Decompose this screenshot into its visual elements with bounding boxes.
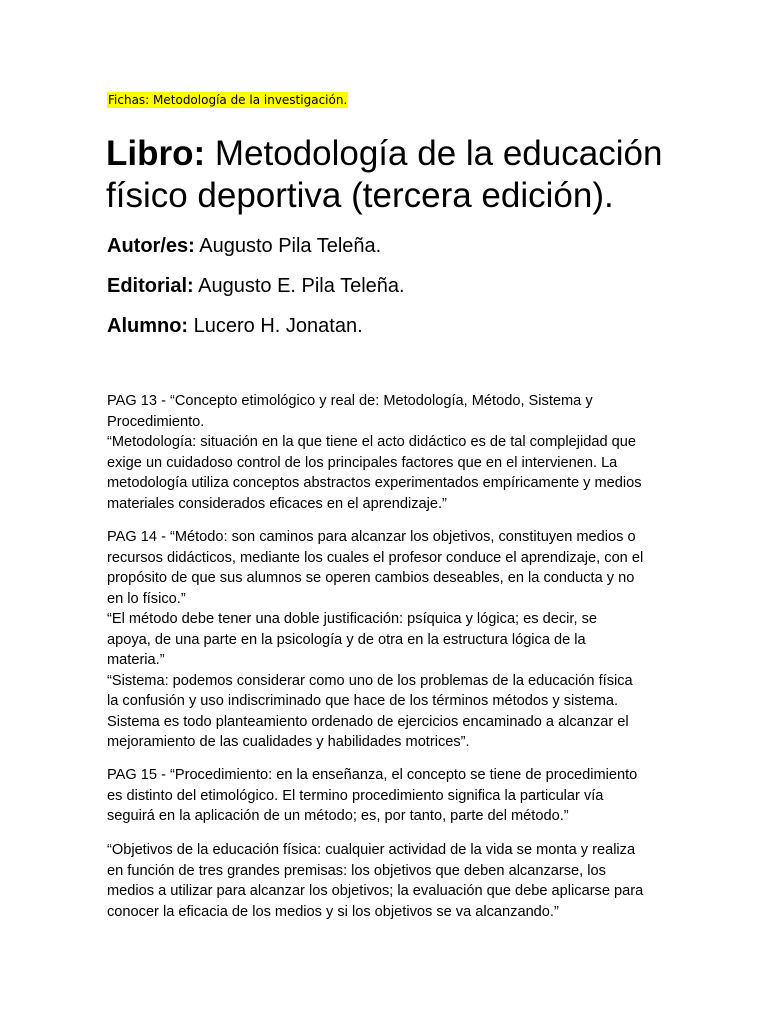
title-label: Libro: (106, 134, 206, 173)
paragraph-pag-15 (107, 765, 667, 827)
student-line (107, 314, 363, 338)
paragraph-line: conocer la eficacia de los medios y si los objetivos se va alcanzando.” (107, 903, 559, 920)
student-value: Lucero H. Jonatan. (188, 315, 363, 337)
paragraph-line: materiales considerados eficaces en el aprendizaje.” (107, 495, 447, 512)
title-text: Metodología de la educación físico deportiva (tercera edición). (106, 134, 663, 215)
paragraph-line: “El método debe tener una doble justificación: psíquica y lógica; es decir, se (107, 611, 597, 627)
paragraph-line: propósito de que sus alumnos se operen cambios deseables, en la conducta y no (107, 570, 635, 586)
paragraph-line: “Metodología: situación en la que tiene el acto didáctico es de tal complejidad que (107, 434, 636, 450)
paragraph-line: PAG 14 - “Método: son caminos para alcanzar los objetivos, constituyen medios o (107, 529, 636, 545)
paragraph-line: es distinto del etimológico. El termino procedimiento significa la particular vía (107, 787, 604, 804)
paragraph-line: en función de tres grandes premisas: los objetivos que deben alcanzarse, los (107, 862, 606, 879)
editorial-label: Editorial: (107, 275, 194, 297)
paragraph-pag-14 (107, 527, 667, 753)
paragraph-line: recursos didácticos, mediante los cuales el profesor conduce el aprendizaje, con el (107, 549, 644, 566)
author-value: Augusto Pila Teleña. (194, 235, 382, 257)
paragraph-line: medios a utilizar para alcanzar los objetivos; la evaluación que debe aplicarse para (107, 883, 644, 899)
editorial-line (107, 274, 405, 298)
editorial-value: Augusto E. Pila Teleña. (193, 275, 405, 297)
paragraph-line: Procedimiento. (107, 413, 205, 430)
paragraph-line: mejoramiento de las cualidades y habilidades motrices”. (107, 734, 470, 750)
paragraph-line: PAG 13 - “Concepto etimológico y real de: Metodología, Método, Sistema y (107, 393, 593, 409)
paragraph-line: la confusión y uso indiscriminado que hace de los términos métodos y sistema. (107, 693, 619, 709)
paragraph-line: metodología utiliza conceptos abstractos experimentados empíricamente y medios (107, 475, 642, 491)
author-label: Autor/es: (107, 235, 195, 257)
paragraph-line: en lo físico.” (107, 590, 186, 607)
paragraph-line: seguirá en la aplicación de un método; es, por tanto, parte del método.” (107, 808, 569, 824)
paragraph-line: “Objetivos de la educación física: cualquier actividad de la vida se monta y realiza (107, 842, 636, 858)
paragraph-line: Sistema es todo planteamiento ordenado de ejercicios encaminado a alcanzar el (107, 713, 629, 730)
student-label: Alumno: (107, 315, 189, 337)
author-line (107, 234, 381, 258)
paragraph-line: PAG 15 - “Procedimiento: en la enseñanza, el concepto se tiene de procedimiento (107, 767, 638, 783)
paragraph-pag-13 (107, 391, 667, 514)
paragraph-objetivos (107, 840, 667, 922)
paragraph-line: apoya, de una parte en la psicología y de otra en la estructura lógica de la (107, 631, 586, 648)
page-title (106, 133, 746, 217)
paragraph-line: materia.” (107, 652, 165, 668)
paragraph-line: “Sistema: podemos considerar como uno de los problemas de la educación física (107, 672, 633, 689)
header-label: Fichas: Metodología de la investigación. (108, 93, 348, 107)
paragraph-line: exige un cuidadoso control de los principales factores que en el intervienen. La (107, 454, 618, 471)
